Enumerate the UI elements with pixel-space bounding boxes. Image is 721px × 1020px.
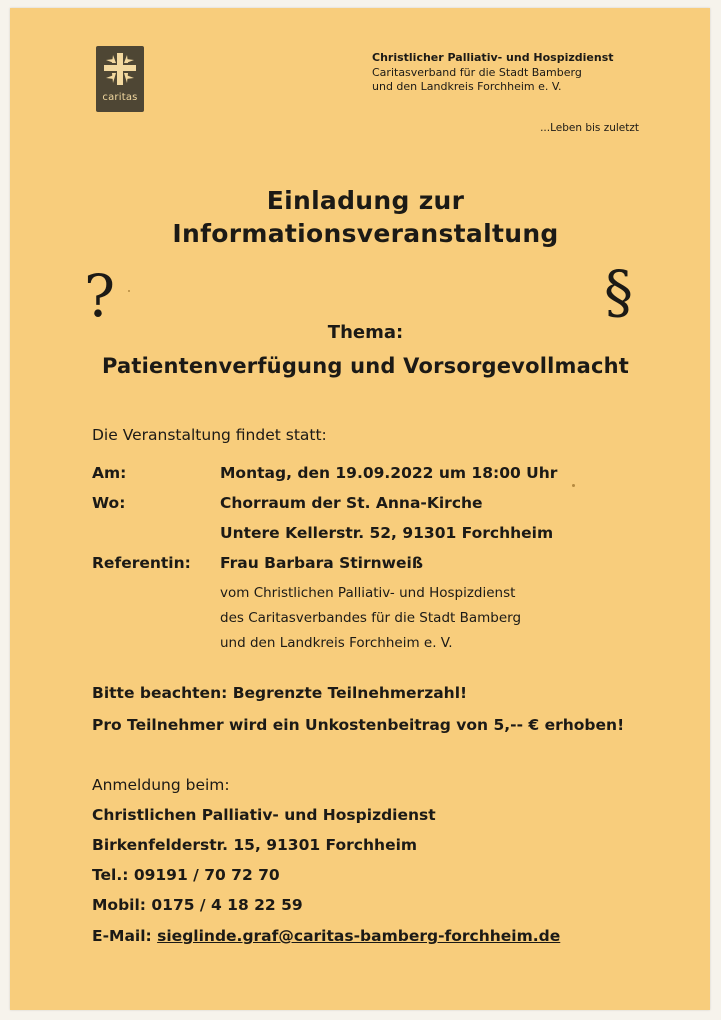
email-link[interactable]: sieglinde.graf@caritas-bamberg-forchheim.de bbox=[157, 927, 561, 945]
topic-label: Thema: bbox=[327, 322, 404, 343]
org-line-3: und den Landkreis Forchheim e. V. bbox=[372, 80, 562, 93]
org-name: Christlicher Palliativ- und Hospizdienst bbox=[372, 51, 614, 64]
speaker-line-3: und den Landkreis Forchheim e. V. bbox=[220, 635, 453, 651]
flame-cross-icon bbox=[102, 51, 138, 87]
speaker-line-2: des Caritasverbandes für die Stadt Bamberg bbox=[220, 610, 522, 626]
registration-address: Birkenfelderstr. 15, 91301 Forchheim bbox=[92, 836, 418, 854]
speaker-line-1: vom Christlichen Palliativ- und Hospizdienst bbox=[220, 585, 516, 601]
topic-title: Patientenverfügung und Vorsorgevollmacht bbox=[101, 354, 629, 378]
registration-intro: Anmeldung beim: bbox=[92, 776, 230, 794]
motto: ...Leben bis zuletzt bbox=[540, 122, 639, 134]
note-limited-seats: Bitte beachten: Begrenzte Teilnehmerzahl! bbox=[92, 684, 468, 702]
paper-speck bbox=[572, 484, 575, 487]
event-intro: Die Veranstaltung findet statt: bbox=[92, 426, 327, 444]
org-line-2: Caritasverband für die Stadt Bamberg bbox=[372, 66, 582, 79]
question-mark-icon: ? bbox=[84, 262, 116, 330]
registration-org: Christlichen Palliativ- und Hospizdienst bbox=[92, 806, 436, 824]
email-label: E-Mail: bbox=[92, 927, 152, 945]
date-label: Am: bbox=[92, 464, 127, 482]
note-fee: Pro Teilnehmer wird ein Unkostenbeitrag von 5,-- € erhoben! bbox=[92, 716, 625, 734]
registration-phone: Tel.: 09191 / 70 72 70 bbox=[92, 866, 280, 884]
heading-line-2: Informationsveranstaltung bbox=[172, 219, 559, 248]
speaker-name: Frau Barbara Stirnweiß bbox=[220, 554, 423, 572]
place-label: Wo: bbox=[92, 494, 126, 512]
heading-line-1: Einladung zur bbox=[266, 186, 465, 215]
caritas-logo bbox=[96, 46, 144, 112]
date-value: Montag, den 19.09.2022 um 18:00 Uhr bbox=[220, 464, 558, 482]
registration-email-row bbox=[92, 927, 560, 945]
place-line-2: Untere Kellerstr. 52, 91301 Forchheim bbox=[220, 524, 554, 542]
paragraph-sign-icon: § bbox=[604, 258, 633, 326]
place-line-1: Chorraum der St. Anna-Kirche bbox=[220, 494, 483, 512]
registration-mobile: Mobil: 0175 / 4 18 22 59 bbox=[92, 896, 303, 914]
logo-wordmark: caritas bbox=[102, 92, 138, 103]
paper-speck bbox=[128, 290, 130, 292]
speaker-label: Referentin: bbox=[92, 554, 191, 572]
